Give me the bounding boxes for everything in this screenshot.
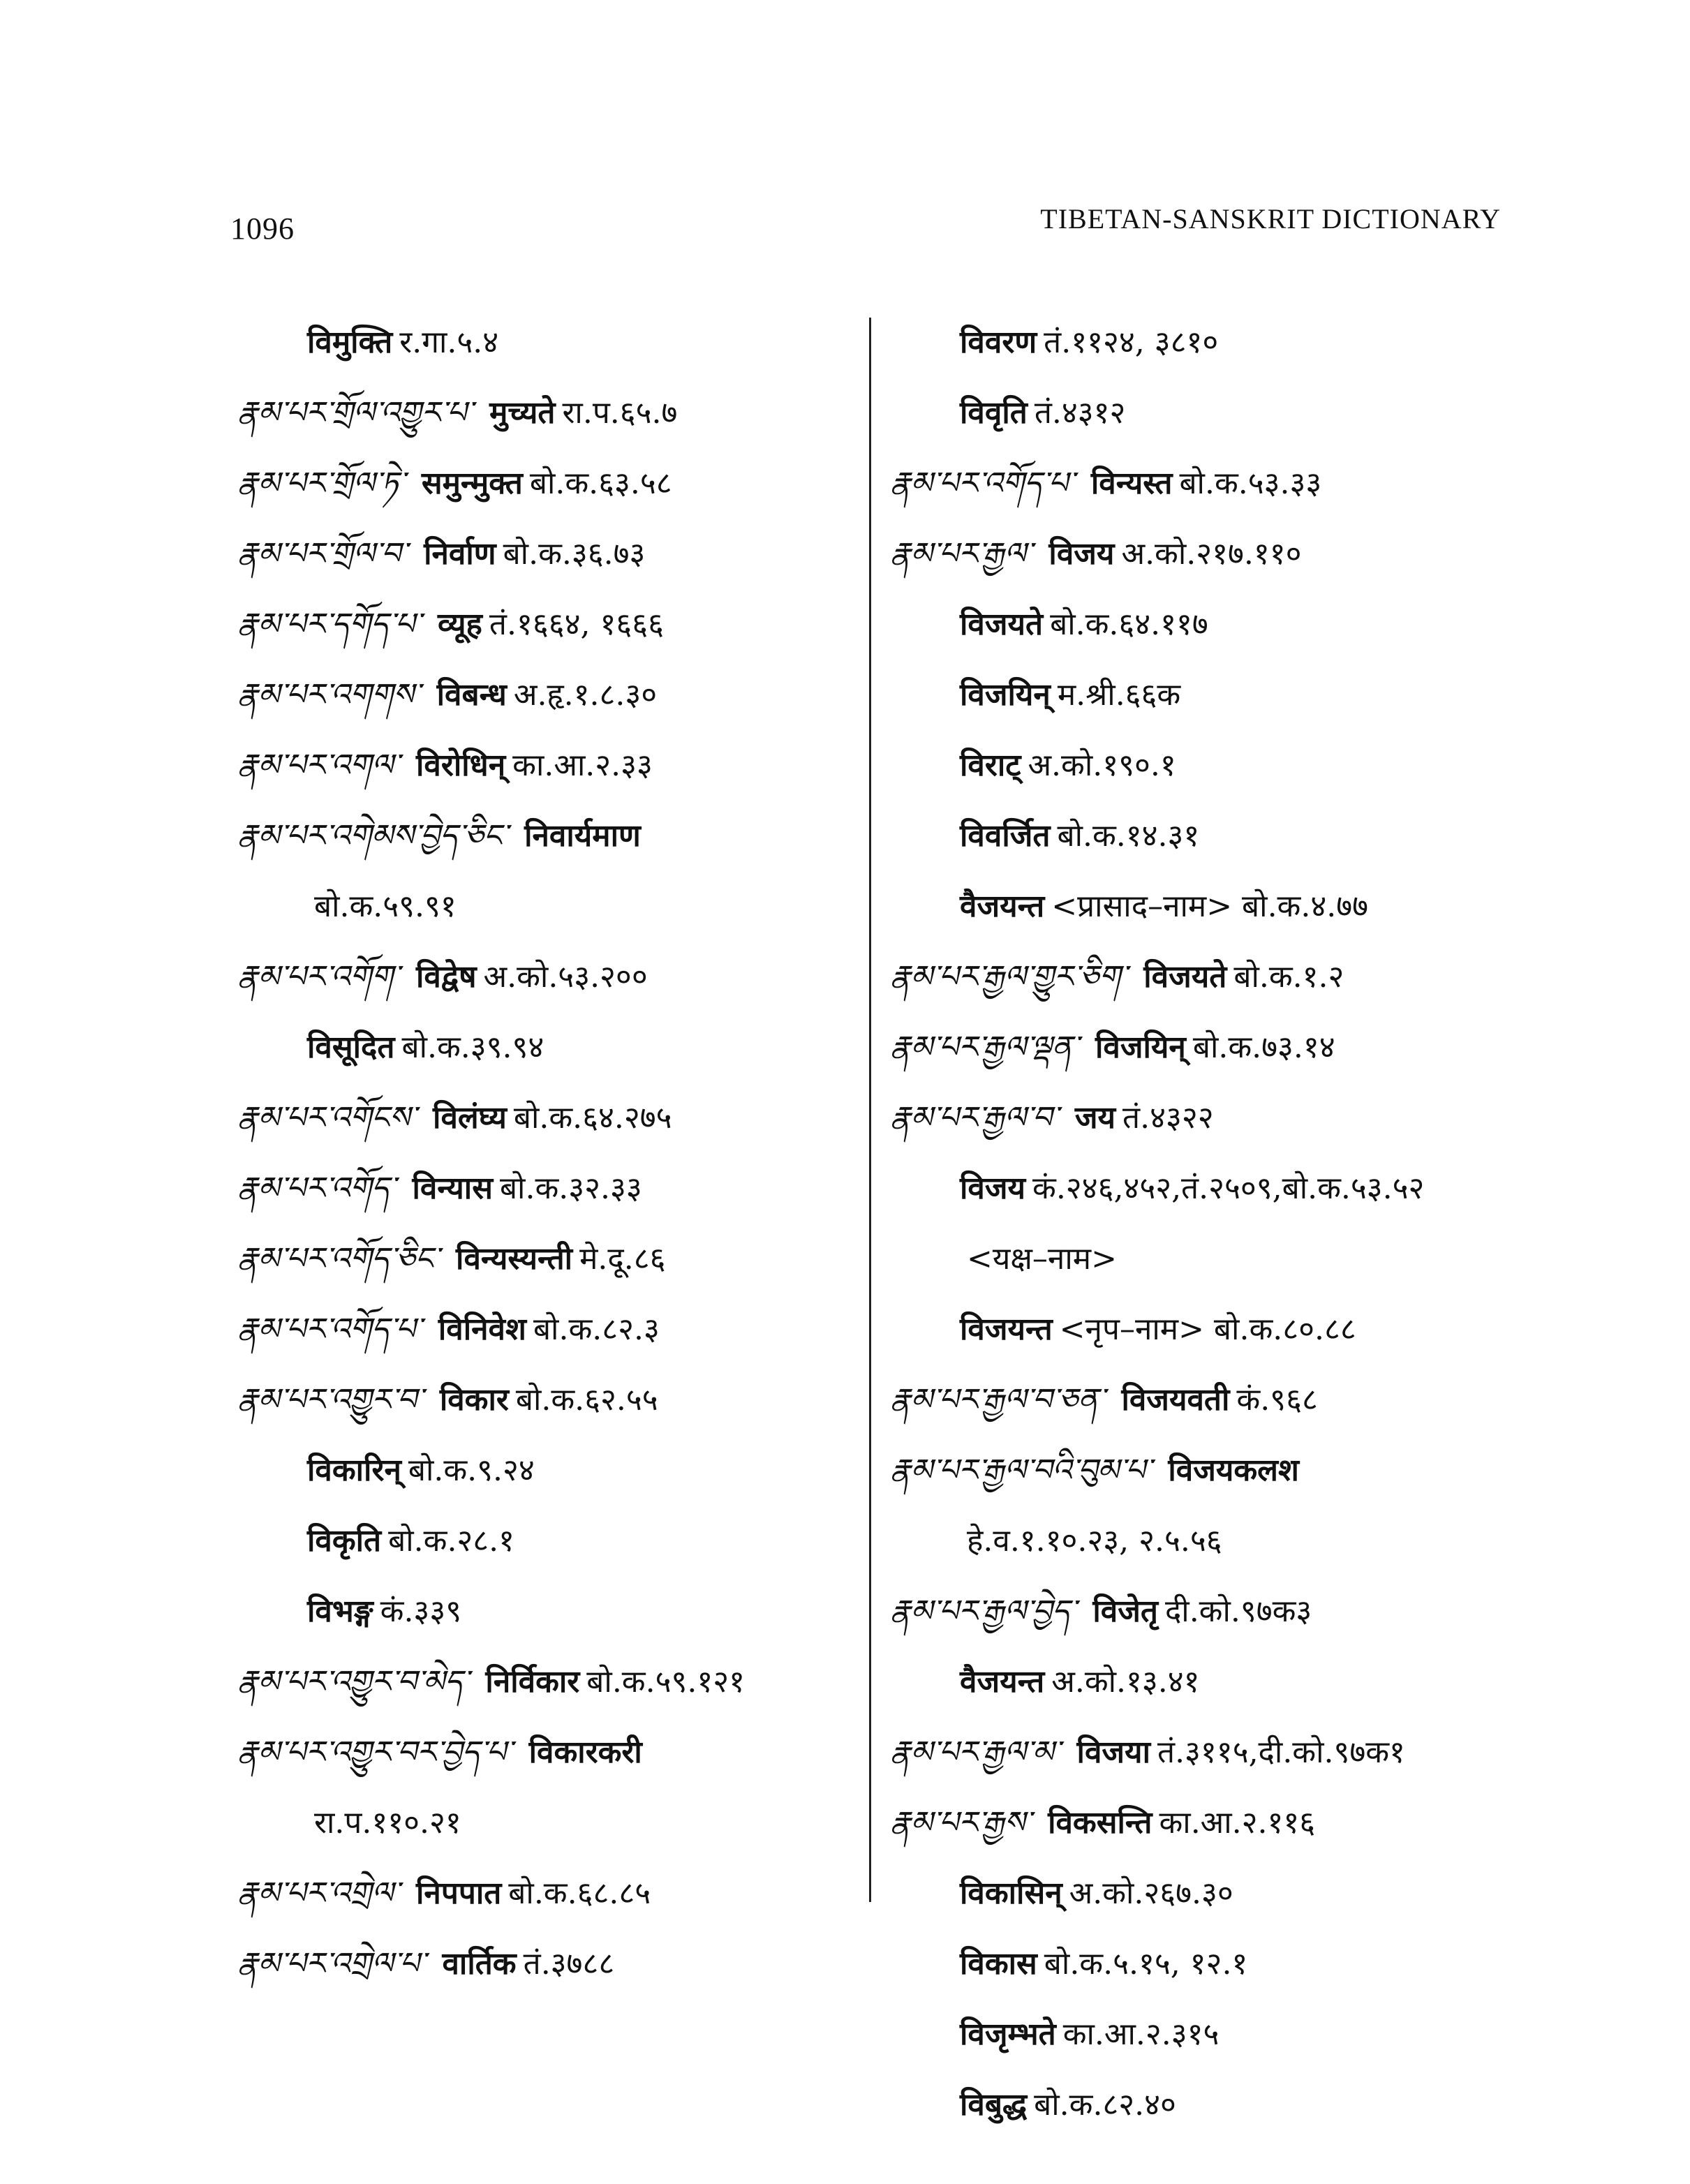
sub-entry xyxy=(890,1506,1518,1576)
sanskrit-equivalent: विन्यास xyxy=(412,1171,493,1206)
dictionary-entry xyxy=(237,1294,852,1365)
sanskrit-equivalent: विजय xyxy=(960,1171,1026,1206)
sub-entry xyxy=(890,1153,1518,1224)
dictionary-entry xyxy=(237,1858,852,1929)
source-reference: बो.क.६४.२७५ xyxy=(513,1100,672,1136)
source-reference: का.आ.२.३३ xyxy=(512,748,653,783)
source-reference: बो.क.५३.३३ xyxy=(1179,466,1322,501)
sub-entry xyxy=(890,378,1518,448)
tibetan-headword: རྣམ་པར་རྒྱལ་བ་ xyxy=(890,1100,1058,1136)
sanskrit-equivalent: विकासिन् xyxy=(960,1875,1062,1911)
source-reference: बो.क.६८.८५ xyxy=(508,1875,651,1911)
dictionary-entry xyxy=(237,1083,852,1153)
dictionary-entry xyxy=(237,1717,852,1788)
tibetan-headword: རྣམ་པར་འགྱུར་བ་ xyxy=(237,1382,423,1418)
tibetan-headword: རྣམ་པར་འགྱུར་བ་མེད་ xyxy=(237,1664,469,1700)
source-reference: अ.को.१३.४१ xyxy=(1051,1664,1200,1700)
sanskrit-equivalent: विन्यस्यन्ती xyxy=(456,1241,573,1277)
tibetan-headword: རྣམ་པར་འགོད་པ་ xyxy=(890,466,1074,501)
sanskrit-equivalent: निर्वाण xyxy=(424,536,496,572)
sub-entry xyxy=(890,307,1518,378)
dictionary-entry xyxy=(890,1083,1518,1153)
source-reference: का.आ.२.३१५ xyxy=(1062,2016,1220,2052)
dictionary-entry xyxy=(890,448,1518,519)
sanskrit-equivalent: वैजयन्त xyxy=(960,889,1045,924)
tibetan-headword: རྣམ་པར་རྒྱལ་ལྡན་ xyxy=(890,1030,1079,1065)
sanskrit-equivalent: विजेतृ xyxy=(1092,1594,1158,1629)
source-reference: तं.४३२२ xyxy=(1122,1100,1214,1136)
sub-entry xyxy=(890,589,1518,660)
source-reference: रा.प.११०.२१ xyxy=(314,1805,461,1841)
sanskrit-equivalent: विकास xyxy=(960,1946,1037,1982)
source-reference: तं.३११५,दी.को.९७क१ xyxy=(1157,1734,1405,1770)
sanskrit-equivalent: विरोधिन् xyxy=(416,748,506,783)
dictionary-entry xyxy=(237,942,852,1012)
sanskrit-equivalent: निवार्यमाण xyxy=(524,818,641,854)
page-number: 1096 xyxy=(230,211,295,246)
source-reference: अ.को.२६७.३० xyxy=(1069,1875,1233,1911)
dictionary-entry xyxy=(890,1788,1518,1858)
sanskrit-equivalent: वार्तिक xyxy=(442,1946,517,1982)
sanskrit-equivalent: व्यूह xyxy=(437,607,482,642)
dictionary-entry xyxy=(237,589,852,660)
sanskrit-equivalent: विकार xyxy=(439,1382,509,1418)
left-column xyxy=(237,307,852,1999)
source-reference: कं.९६८ xyxy=(1236,1382,1318,1418)
source-reference: बो.क.१.२ xyxy=(1233,959,1344,995)
tibetan-headword: རྣམ་པར་འགོངས་ xyxy=(237,1100,417,1136)
source-reference: म.श्री.६६क xyxy=(1057,677,1181,713)
source-reference: बो.क.२८.१ xyxy=(388,1523,515,1559)
sub-entry xyxy=(237,1506,852,1576)
dictionary-entry xyxy=(237,660,852,730)
sanskrit-equivalent: विजयिन् xyxy=(960,677,1051,713)
source-reference: बो.क.५.१५, १२.१ xyxy=(1044,1946,1248,1982)
dictionary-entry xyxy=(890,1365,1518,1435)
sanskrit-equivalent: विजयते xyxy=(1143,959,1227,995)
tibetan-headword: རྣམ་པར་རྒྱལ་གྱུར་ཅིག་ xyxy=(890,959,1127,995)
sanskrit-equivalent: विसूदित xyxy=(307,1030,395,1065)
sub-entry xyxy=(890,871,1518,942)
sanskrit-equivalent: विलंघ्य xyxy=(433,1100,507,1136)
sub-entry xyxy=(237,871,852,942)
dictionary-entry xyxy=(237,1224,852,1294)
dictionary-entry xyxy=(237,448,852,519)
sanskrit-equivalent: विबुद्ध xyxy=(960,2087,1028,2123)
tibetan-headword: རྣམ་པར་འགལ་ xyxy=(237,748,400,783)
tibetan-headword: རྣམ་པར་འགགས་ xyxy=(237,677,420,713)
source-reference: का.आ.२.११६ xyxy=(1159,1805,1316,1841)
source-reference: बो.क.१४.३१ xyxy=(1057,818,1200,854)
tibetan-headword: རྣམ་པར་འགེམས་བྱེད་ཅིང་ xyxy=(237,818,508,854)
sanskrit-equivalent: मुच्यते xyxy=(489,395,556,431)
dictionary-entry xyxy=(237,801,852,871)
sanskrit-equivalent: विकृति xyxy=(307,1523,382,1559)
source-reference: अ.को.२१७.११० xyxy=(1121,536,1302,572)
source-reference: मे.दू.८६ xyxy=(579,1241,666,1277)
sanskrit-equivalent: जय xyxy=(1074,1100,1116,1136)
sanskrit-equivalent: विजया xyxy=(1076,1734,1150,1770)
sanskrit-equivalent: विजयिन् xyxy=(1095,1030,1186,1065)
tibetan-headword: རྣམ་པར་རྒྱལ་བའི་བུམ་པ་ xyxy=(890,1453,1152,1488)
running-title: TIBETAN-SANSKRIT DICTIONARY xyxy=(1040,203,1501,235)
tibetan-headword: རྣམ་པར་འགོད་ཅིང་ xyxy=(237,1241,440,1277)
sub-entry xyxy=(237,1435,852,1506)
sub-entry xyxy=(890,1858,1518,1929)
sanskrit-equivalent: विन्यस्त xyxy=(1090,466,1173,501)
source-reference: कं.३३९ xyxy=(380,1594,462,1629)
dictionary-entry xyxy=(890,1012,1518,1083)
right-column xyxy=(890,307,1518,2140)
dictionary-entry xyxy=(890,942,1518,1012)
sanskrit-equivalent: विराट् xyxy=(960,748,1021,783)
sanskrit-equivalent: विनिवेश xyxy=(438,1312,526,1347)
tibetan-headword: རྣམ་པར་འགོད་པ་ xyxy=(237,1312,422,1347)
source-reference: बो.क.५९.९१ xyxy=(314,889,457,924)
tibetan-headword: རྣམ་པར་འགོད་ xyxy=(237,1171,396,1206)
source-reference: अ.को.५३.२०० xyxy=(483,959,648,995)
source-reference: बो.क.३६.७३ xyxy=(503,536,646,572)
source-reference: बो.क.६३.५८ xyxy=(529,466,672,501)
source-reference: बो.क.३२.३३ xyxy=(499,1171,642,1206)
tibetan-headword: རྣམ་པར་རྒྱལ་ xyxy=(890,536,1032,572)
dictionary-entry xyxy=(890,1435,1518,1506)
source-reference: रा.प.६५.७ xyxy=(562,395,678,431)
sanskrit-equivalent: निपपात xyxy=(416,1875,502,1911)
column-divider xyxy=(869,318,871,1902)
source-reference: तं.४३१२ xyxy=(1034,395,1126,431)
sub-entry xyxy=(890,1647,1518,1717)
dictionary-entry xyxy=(237,378,852,448)
source-reference: बो.क.५९.१२१ xyxy=(586,1664,745,1700)
sanskrit-equivalent: विवृति xyxy=(960,395,1028,431)
tibetan-headword: རྣམ་པར་འགྱུར་བར་བྱེད་པ་ xyxy=(237,1734,512,1770)
source-reference: बो.क.३९.९४ xyxy=(401,1030,544,1065)
dictionary-entry xyxy=(237,1153,852,1224)
sub-entry xyxy=(890,730,1518,801)
sanskrit-equivalent: विजयवती xyxy=(1121,1382,1230,1418)
source-reference: बो.क.९.२४ xyxy=(408,1453,535,1488)
dictionary-entry xyxy=(237,730,852,801)
source-reference: बो.क.६२.५५ xyxy=(515,1382,658,1418)
tibetan-headword: རྣམ་པར་རྒྱལ་བྱེད་ xyxy=(890,1594,1076,1629)
sanskrit-equivalent: विभङ्ग xyxy=(307,1594,373,1629)
dictionary-entry xyxy=(890,519,1518,589)
sub-entry xyxy=(237,1576,852,1647)
dictionary-entry xyxy=(237,1929,852,1999)
source-reference: <नृप–नाम> बो.क.८०.८८ xyxy=(1059,1312,1356,1347)
sub-entry xyxy=(890,2070,1518,2140)
sanskrit-equivalent: विकसन्ति xyxy=(1048,1805,1152,1841)
sub-entry xyxy=(237,307,852,378)
sanskrit-equivalent: विकारकरी xyxy=(528,1734,642,1770)
sub-entry xyxy=(890,1224,1518,1294)
tibetan-headword: རྣམ་པར་འགྲེལ་པ་ xyxy=(237,1946,426,1982)
dictionary-entry xyxy=(237,1647,852,1717)
tibetan-headword: རྣམ་པར་རྒྱས་ xyxy=(890,1805,1032,1841)
tibetan-headword: རྣམ་པར་འགྲེལ་ xyxy=(237,1875,400,1911)
tibetan-headword: རྣམ་པར་གྲོལ་འགྱུར་པ་ xyxy=(237,395,473,431)
sub-entry xyxy=(237,1012,852,1083)
sub-entry xyxy=(890,801,1518,871)
source-reference: बो.क.६४.११७ xyxy=(1050,607,1208,642)
sub-entry xyxy=(237,1788,852,1858)
sanskrit-equivalent: निर्विकार xyxy=(485,1664,580,1700)
source-reference: <यक्ष–नाम> xyxy=(967,1241,1117,1277)
source-reference: बो.क.८२.४० xyxy=(1034,2087,1176,2123)
source-reference: <प्रासाद–नाम> बो.क.४.७७ xyxy=(1051,889,1368,924)
sanskrit-equivalent: विवरण xyxy=(960,325,1037,360)
sanskrit-equivalent: विजृम्भते xyxy=(960,2016,1056,2052)
sanskrit-equivalent: विजयन्त xyxy=(960,1312,1053,1347)
tibetan-headword: རྣམ་པར་རྒྱལ་མ་ xyxy=(890,1734,1060,1770)
sanskrit-equivalent: विबन्ध xyxy=(436,677,507,713)
tibetan-headword: རྣམ་པར་རྒྱལ་བ་ཅན་ xyxy=(890,1382,1105,1418)
sub-entry xyxy=(890,1999,1518,2070)
source-reference: हे.व.१.१०.२३, २.५.५६ xyxy=(967,1523,1222,1559)
dictionary-entry xyxy=(237,519,852,589)
source-reference: तं.३७८८ xyxy=(523,1946,615,1982)
sanskrit-equivalent: विवर्जित xyxy=(960,818,1051,854)
sanskrit-equivalent: विजयकलश xyxy=(1168,1453,1299,1488)
source-reference: बो.क.८२.३ xyxy=(533,1312,660,1347)
sub-entry xyxy=(890,660,1518,730)
sanskrit-equivalent: वैजयन्त xyxy=(960,1664,1045,1700)
sanskrit-equivalent: विकारिन् xyxy=(307,1453,401,1488)
sanskrit-equivalent: विमुक्ति xyxy=(307,325,393,360)
source-reference: बो.क.७३.१४ xyxy=(1192,1030,1335,1065)
source-reference: तं.१६६४, १६६६ xyxy=(489,607,664,642)
source-reference: अ.हृ.१.८.३० xyxy=(513,677,658,713)
sanskrit-equivalent: विजयते xyxy=(960,607,1044,642)
source-reference: अ.को.१९०.१ xyxy=(1028,748,1176,783)
dictionary-entry xyxy=(890,1717,1518,1788)
tibetan-headword: རྣམ་པར་གྲོལ་བ་ xyxy=(237,536,408,572)
sub-entry xyxy=(890,1294,1518,1365)
source-reference: तं.११२४, ३८१० xyxy=(1044,325,1219,360)
dictionary-entry xyxy=(237,1365,852,1435)
source-reference: दी.को.९७क३ xyxy=(1164,1594,1312,1629)
tibetan-headword: རྣམ་པར་དགོད་པ་ xyxy=(237,607,421,642)
sanskrit-equivalent: विजय xyxy=(1048,536,1115,572)
source-reference: र.गा.५.४ xyxy=(399,325,499,360)
tibetan-headword: རྣམ་པར་གྲོལ་ཏེ་ xyxy=(237,466,405,501)
sanskrit-equivalent: विद्वेष xyxy=(415,959,477,995)
sanskrit-equivalent: समुन्मुक्त xyxy=(421,466,523,501)
source-reference: कं.२४६,४५२,तं.२५०९,बो.क.५३.५२ xyxy=(1032,1171,1425,1206)
tibetan-headword: རྣམ་པར་འགོག་ xyxy=(237,959,399,995)
sub-entry xyxy=(890,1929,1518,1999)
dictionary-entry xyxy=(890,1576,1518,1647)
